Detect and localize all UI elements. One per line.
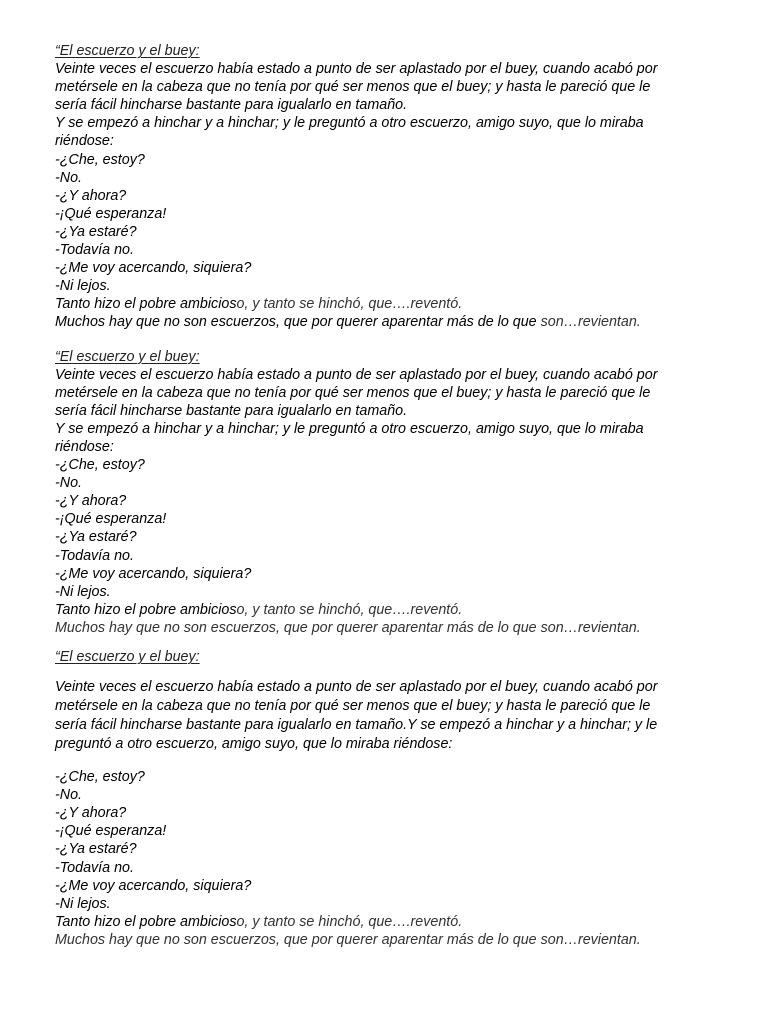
dialogue-line: -Todavía no. [55, 547, 134, 564]
text-line: Veinte veces el escuerzo había estado a punto de ser aplastado por el buey, cuando acabó por [55, 61, 658, 78]
fable-title: “El escuerzo y el buey: [55, 348, 200, 365]
text-line: metérsele en la cabeza que no tenía por qué ser menos que el buey; y hasta le pareció que le [55, 79, 651, 96]
moral-line: Muchos hay que no son escuerzos, que por querer aparentar más de lo que son…revientan. [55, 619, 641, 636]
dialogue-line: -¿Me voy acercando, siquiera? [55, 260, 252, 277]
dialogue-line: -¿Ya estaré? [55, 841, 137, 858]
dialogue-line: -No. [55, 787, 83, 804]
fable-block-2 [55, 348, 725, 638]
dialogue-line: -Ni lejos. [55, 278, 111, 295]
dialogue-line: -No. [55, 169, 83, 186]
dialogue-line: -Ni lejos. [55, 583, 111, 600]
text-line: sería fácil hincharse bastante para igualarlo en tamaño. [55, 97, 408, 114]
dialogue-line: -¿Ya estaré? [55, 223, 137, 240]
dialogue-line: -¡Qué esperanza! [55, 205, 167, 222]
fable-title: “El escuerzo y el buey: [55, 649, 200, 665]
text-line: sería fácil hincharse bastante para igualarlo en tamaño. [55, 402, 408, 419]
ending-line [55, 913, 725, 931]
dialogue-line: -¿Y ahora? [55, 187, 127, 204]
ending-line [55, 601, 725, 619]
ending-dark-text: Tanto hizo el pobre ambicios [55, 913, 237, 930]
ending-light-text: o, y tanto se hinchó, que….reventó. [236, 601, 463, 618]
text-line: Y se empezó a hinchar y a hinchar; y le preguntó a otro escuerzo, amigo suyo, que lo miraba [55, 420, 644, 437]
dialogue-line: -¿Ya estaré? [55, 529, 137, 546]
fable-block-1 [55, 42, 725, 332]
paragraph-line: metérsele en la cabeza que no tenía por qué ser menos que el buey; y hasta le pareció que le [55, 698, 651, 715]
ending-dark-text: Tanto hizo el pobre ambicios [55, 601, 237, 618]
moral-dark-text: Muchos hay que no son escuerzos, que por querer aparentar más de lo que [55, 314, 541, 331]
dialogue-line: -¿Y ahora? [55, 493, 127, 510]
dialogue-line: -¿Che, estoy? [55, 457, 145, 474]
text-line: Veinte veces el escuerzo había estado a punto de ser aplastado por el buey, cuando acabó por [55, 366, 658, 383]
moral-light-text: son…revientan. [540, 314, 641, 331]
fable-title: “El escuerzo y el buey: [55, 43, 200, 59]
dialogue-line: -Todavía no. [55, 859, 134, 876]
moral-line [55, 313, 725, 331]
dialogue-line: -¿Che, estoy? [55, 769, 145, 786]
dialogue-line: -No. [55, 475, 83, 492]
dialogue-line: -Ni lejos. [55, 895, 111, 912]
paragraph-line: Veinte veces el escuerzo había estado a punto de ser aplastado por el buey, cuando acabó por [55, 679, 658, 696]
dialogue-line: -¡Qué esperanza! [55, 511, 167, 528]
text-line: metérsele en la cabeza que no tenía por qué ser menos que el buey; y hasta le pareció que le [55, 384, 651, 401]
dialogue-line: -¿Me voy acercando, siquiera? [55, 877, 252, 894]
dialogue-line: -Todavía no. [55, 242, 134, 259]
text-line: Y se empezó a hinchar y a hinchar; y le preguntó a otro escuerzo, amigo suyo, que lo miraba [55, 115, 644, 132]
dialogue-line: -¿Che, estoy? [55, 151, 145, 168]
paragraph-line: sería fácil hincharse bastante para igualarlo en tamaño.Y se empezó a hinchar y a hinchar; y le [55, 717, 658, 734]
ending-dark-text: Tanto hizo el pobre ambicios [55, 296, 237, 313]
moral-line: Muchos hay que no son escuerzos, que por querer aparentar más de lo que son…revientan. [55, 931, 641, 948]
dialogue-line: -¿Y ahora? [55, 805, 127, 822]
text-line: riéndose: [55, 438, 114, 455]
text-line: riéndose: [55, 133, 114, 150]
dialogue-line: -¡Qué esperanza! [55, 823, 167, 840]
ending-light-text: o, y tanto se hinchó, que….reventó. [236, 296, 463, 313]
document-page [55, 42, 725, 949]
ending-line [55, 295, 725, 313]
dialogue-line: -¿Me voy acercando, siquiera? [55, 565, 252, 582]
paragraph-line: preguntó a otro escuerzo, amigo suyo, que lo miraba riéndose: [55, 736, 453, 753]
ending-light-text: o, y tanto se hinchó, que….reventó. [236, 913, 463, 930]
fable-block-3 [55, 648, 725, 949]
